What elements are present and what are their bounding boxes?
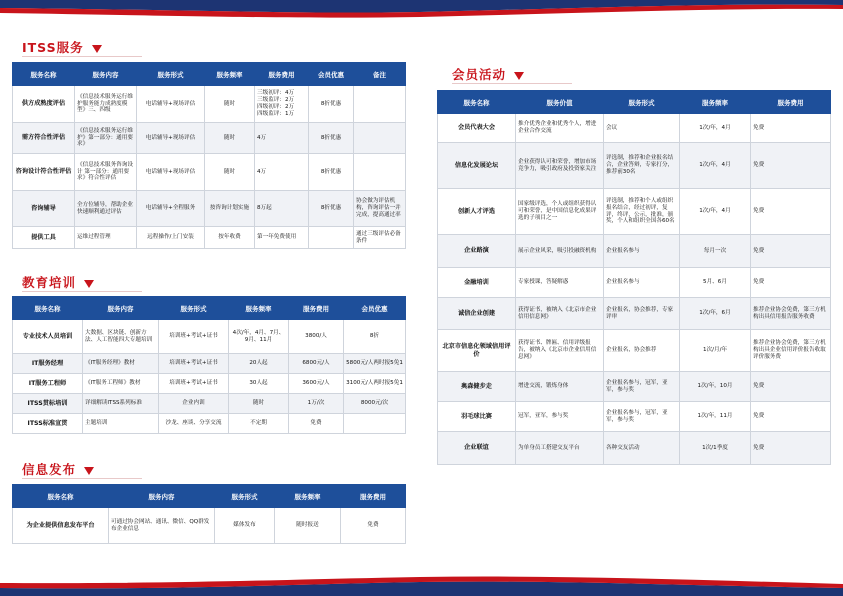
table-cell: 30人起 [229,374,289,394]
title-underline [452,83,572,84]
table-row [13,414,406,434]
table-cell: 专家授课，答疑解惑 [516,268,604,298]
column-header: 服务费用 [341,485,406,508]
table-cell [344,414,406,434]
education-training-table [12,296,406,434]
table-header-row [13,63,406,86]
table-cell [354,86,406,123]
column-header: 服务名称 [438,91,516,114]
table-row [438,402,831,432]
row-service-name: 会员代表大会 [438,114,516,143]
table-cell: 冠军，亚军，参与奖 [516,402,604,432]
row-service-name: 企业联谊 [438,432,516,465]
table-cell: 《IT服务工程师》教材 [83,374,159,394]
section-title-member [452,65,524,83]
table-cell: 不定期 [229,414,289,434]
table-cell: 1次/年，10月 [680,372,751,402]
table-cell: 三级初评：4万 三级监评：2万 四级初评：2万 四级监评：1万 [255,86,309,123]
triangle-down-icon [92,45,102,53]
table-cell: 《信息技术服务运行维护服务能力成熟度模型》三、四级 [75,86,137,123]
table-cell: 媒体发布 [215,508,275,544]
triangle-down-icon [514,72,524,80]
column-header: 服务内容 [83,297,159,320]
table-cell: 8折优惠 [309,86,354,123]
section-title-text: 会员活动 [452,67,507,82]
title-underline [22,291,142,292]
table-cell: 免费 [751,402,831,432]
table-row [438,114,831,143]
table-row [438,432,831,465]
column-header: 备注 [354,63,406,86]
table-row [438,189,831,235]
table-cell: 随时 [205,86,255,123]
table-row [13,86,406,123]
table-cell [354,154,406,191]
table-cell: 免费 [751,189,831,235]
table-cell: 1万/次 [289,394,344,414]
table-cell: 获得证书，被纳入《北京市企业信用信息网》 [516,298,604,330]
table-cell: 随时报送 [275,508,341,544]
table-cell: 免费 [751,235,831,268]
column-header: 会员优惠 [309,63,354,86]
column-header: 服务价值 [516,91,604,114]
section-title-text: ITSS服务 [22,40,84,55]
table-cell: 企业报名参与，冠军，亚军，参与奖 [604,372,680,402]
column-header: 服务形式 [137,63,205,86]
row-service-name: IT服务经理 [13,354,83,374]
table-cell [309,227,354,249]
table-cell: 展示企业风采，吸引投融资机构 [516,235,604,268]
table-cell: 随时 [229,394,289,414]
column-header: 服务费用 [255,63,309,86]
table-cell: 1次/月/年 [680,330,751,372]
title-underline [22,478,142,479]
table-cell: 远程操作/上门安装 [137,227,205,249]
info-publish-table [12,484,406,544]
row-service-name: ITSS标准宣贯 [13,414,83,434]
row-service-name: ITSS贯标培训 [13,394,83,414]
table-cell: 3600元/人 [289,374,344,394]
row-service-name: 咨询设计符合性评估 [13,154,75,191]
column-header: 服务频率 [205,63,255,86]
section-title-education [22,273,94,291]
table-cell: 随时 [205,123,255,154]
triangle-down-icon [84,467,94,475]
row-service-name: 北京市信息化领域信用评价 [438,330,516,372]
column-header: 服务名称 [13,297,83,320]
table-cell: 可通过协会网站、通讯、微信、QQ群发布企业信息 [109,508,215,544]
column-header: 服务费用 [289,297,344,320]
table-cell: 《信息技术服务运行维护》第一部分：通用要求》 [75,123,137,154]
table-cell: 8折 [344,320,406,354]
table-cell: 培训班+考试+证书 [159,354,229,374]
table-cell: 5800元/人两时报5免1 [344,354,406,374]
column-header: 服务形式 [215,485,275,508]
column-header: 服务名称 [13,485,109,508]
table-cell: 6800元/人 [289,354,344,374]
title-underline [22,56,142,57]
table-cell: 运维过程管理 [75,227,137,249]
table-cell: 随时 [205,154,255,191]
table-cell: 4次/年，4月、7月、9月、11月 [229,320,289,354]
table-cell: 电话辅导+现场评估 [137,154,205,191]
table-cell: 每月一次 [680,235,751,268]
table-cell: 免费 [751,432,831,465]
table-cell: 培训班+考试+证书 [159,320,229,354]
section-title-text: 教育培训 [22,275,77,290]
table-row [438,330,831,372]
table-cell: 8万起 [255,191,309,227]
table-row [13,154,406,191]
row-service-name: 为企业提供信息发布平台 [13,508,109,544]
table-cell: 全方位辅导，帮助企业快速顺利通过评估 [75,191,137,227]
member-activity-table [437,90,831,465]
table-cell: 企业报名，协会推荐，专家评审 [604,298,680,330]
table-cell: 1次/年，4月 [680,189,751,235]
row-service-name: 诚信企业创建 [438,298,516,330]
row-service-name: 企业路演 [438,235,516,268]
table-cell: 沙龙、座谈、分享交流 [159,414,229,434]
table-cell: 1次/年，11月 [680,402,751,432]
table-cell: 增进交流，锻炼身体 [516,372,604,402]
column-header: 服务频率 [275,485,341,508]
table-cell: 为单身员工搭建交友平台 [516,432,604,465]
table-cell: 大数据、区块链、创新方法、人工智能四大专题培训 [83,320,159,354]
section-title-text: 信息发布 [22,462,77,477]
table-cell: 8000元/次 [344,394,406,414]
row-service-name: 创新人才评选 [438,189,516,235]
row-service-name: 咨询辅导 [13,191,75,227]
section-title-info [22,460,94,478]
table-cell: 企业获得认可和荣誉，增加市场竞争力，吸引政府及投资家关注 [516,143,604,189]
top-decorative-stripe [0,0,843,22]
table-header-row [13,485,406,508]
column-header: 会员优惠 [344,297,406,320]
row-service-name: 提供工具 [13,227,75,249]
table-row [13,123,406,154]
table-cell: 8折优惠 [309,154,354,191]
table-cell: 企业报名参与 [604,268,680,298]
column-header: 服务费用 [751,91,831,114]
table-row [13,191,406,227]
table-cell: 评选制，推荐和个人或组织报名结合，经过初评，复评，终评，公示，批准，颁奖，个人和组织全国各60名 [604,189,680,235]
table-cell: 通过三级评估必备条件 [354,227,406,249]
table-row [13,374,406,394]
table-cell: 免费 [751,372,831,402]
column-header: 服务频率 [680,91,751,114]
table-cell: 电话辅导+现场评估 [137,86,205,123]
column-header: 服务形式 [159,297,229,320]
table-cell: 免费 [751,143,831,189]
section-title-itss [22,38,102,56]
table-cell: 8折优惠 [309,123,354,154]
row-service-name: 奥森健步走 [438,372,516,402]
row-service-name: 供方成熟度评估 [13,86,75,123]
table-cell: 按咨询计划实施 [205,191,255,227]
table-row [438,268,831,298]
column-header: 服务名称 [13,63,75,86]
table-cell: 详细解读ITSS系列标准 [83,394,159,414]
table-cell: 1次/年，6月 [680,298,751,330]
table-cell: 获得证书、牌匾、信用评级报告，被纳入《北京市企业信用信息网》 [516,330,604,372]
table-row [438,298,831,330]
column-header: 服务形式 [604,91,680,114]
column-header: 服务频率 [229,297,289,320]
column-header: 服务内容 [109,485,215,508]
table-cell: 20人起 [229,354,289,374]
triangle-down-icon [84,280,94,288]
table-cell: 企业内训 [159,394,229,414]
table-cell: 1次/年，4月 [680,114,751,143]
table-row [438,235,831,268]
table-cell: 《IT服务经理》教材 [83,354,159,374]
table-cell: 1次/1季度 [680,432,751,465]
table-header-row [438,91,831,114]
table-cell: 会议 [604,114,680,143]
table-cell: 免费 [751,268,831,298]
table-cell: 培训班+考试+证书 [159,374,229,394]
table-cell: 推荐企业协会免费，第三方机构出具信用报告服务收费 [751,298,831,330]
table-cell: 企业报名参与 [604,235,680,268]
table-cell: 电话辅导+现场评估 [137,123,205,154]
table-cell: 评选制，推荐和企业报名结合，企业答辩，专家打分，推荐前30名 [604,143,680,189]
table-cell: 《信息技术服务咨询设计 第一部分：通用要求》符合性评估 [75,154,137,191]
table-row [13,227,406,249]
table-cell: 免费 [341,508,406,544]
table-cell: 5月、6月 [680,268,751,298]
table-cell: 推介优秀企业和优秀个人，增进企业合作交流 [516,114,604,143]
table-cell: 1次/年，4月 [680,143,751,189]
table-cell: 4万 [255,154,309,191]
table-row [13,320,406,354]
row-service-name: 羽毛球比赛 [438,402,516,432]
row-service-name: 信息化发展论坛 [438,143,516,189]
table-row [13,394,406,414]
table-cell: 第一年免费使用 [255,227,309,249]
table-cell: 8折优惠 [309,191,354,227]
table-cell: 协会做为评估机构，咨询评估一并完成，提高通过率 [354,191,406,227]
row-service-name: 需方符合性评估 [13,123,75,154]
itss-service-table [12,62,406,249]
table-cell [354,123,406,154]
row-service-name: 专业技术人员培训 [13,320,83,354]
row-service-name: 金融培训 [438,268,516,298]
table-cell: 推荐企业协会免费，第三方机构出具企业信用评价报告收取评价服务费 [751,330,831,372]
row-service-name: IT服务工程师 [13,374,83,394]
table-row [438,143,831,189]
table-cell: 免费 [751,114,831,143]
table-cell: 企业报名，协会推荐 [604,330,680,372]
table-cell: 主题培训 [83,414,159,434]
table-cell: 电话辅导+全程服务 [137,191,205,227]
table-cell: 免费 [289,414,344,434]
table-cell: 各种交友活动 [604,432,680,465]
column-header: 服务内容 [75,63,137,86]
table-cell: 3100元/人两时报5免1 [344,374,406,394]
table-header-row [13,297,406,320]
table-cell: 按年收费 [205,227,255,249]
table-row [438,372,831,402]
table-cell: 企业报名参与，冠军，亚军，参与奖 [604,402,680,432]
table-cell: 国家级评选，个人或组织获得认可和荣誉，是中国信息化成果评选的子项目之一 [516,189,604,235]
table-row [13,508,406,544]
table-cell: 3800/人 [289,320,344,354]
table-cell: 4万 [255,123,309,154]
table-row [13,354,406,374]
bottom-decorative-stripe [0,574,843,596]
